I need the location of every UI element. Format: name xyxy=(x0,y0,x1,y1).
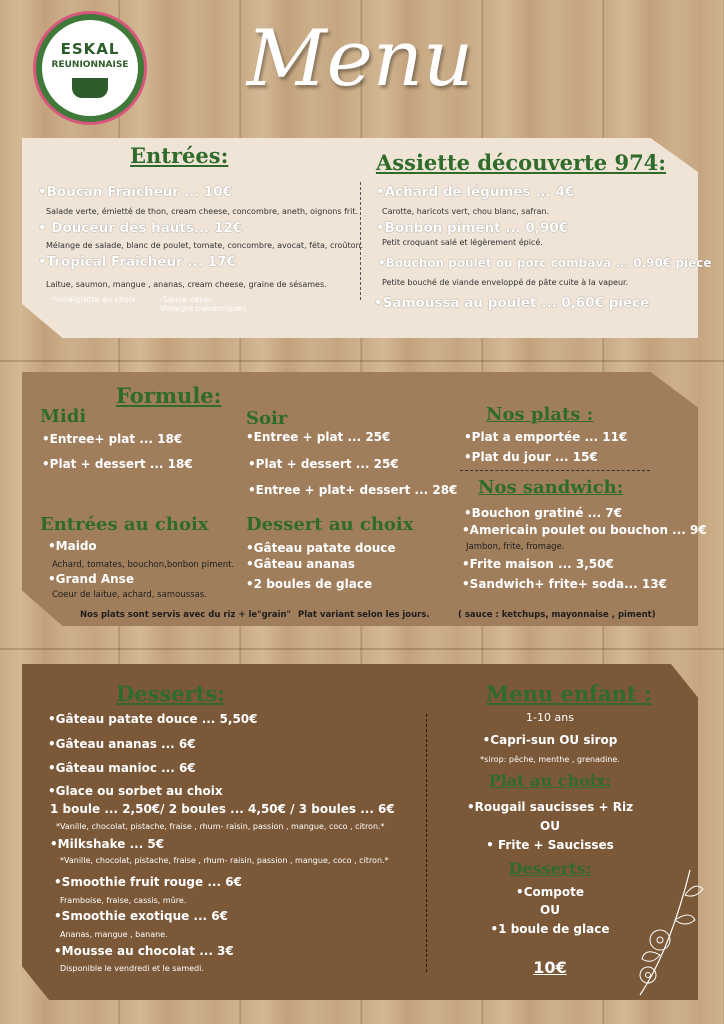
dessert-choix-item: •Gâteau patate douce xyxy=(246,541,396,555)
dessert-desc: Framboise, fraise, cassis, mûre. xyxy=(60,896,187,905)
dessert-choix-heading: Dessert au choix xyxy=(246,514,414,535)
footnote: Nos plats sont servis avec du riz + le"grain" xyxy=(80,610,291,620)
dessert-choix-item: •2 boules de glace xyxy=(246,577,373,591)
flower-icon xyxy=(630,860,710,1000)
entree-item-name: •Tropical Fraicheur ... 17€ xyxy=(38,254,236,270)
entree-item-desc: Laitue, saumon, mangue , ananas, cream cheese, graine de sésames. xyxy=(46,280,327,289)
dessert-desc: *Vanille, chocolat, pistache, fraise , rhum- raisin, passion , mangue, coco , citron.* xyxy=(60,856,389,865)
assiette-item-name: •Bonbon piment ... 0,90€ xyxy=(376,220,569,236)
sandwich-desc: Jambon, frite, fromage. xyxy=(466,542,565,552)
soir-heading: Soir xyxy=(246,408,288,429)
enfant-dessert-heading: Desserts: xyxy=(508,859,592,878)
dessert-item: 1 boule ... 2,50€/ 2 boules ... 4,50€ / 3 boules ... 6€ xyxy=(50,802,395,816)
dessert-item: •Gâteau patate douce ... 5,50€ xyxy=(48,712,258,726)
enfant-dessert: •1 boule de glace xyxy=(490,922,610,936)
divider xyxy=(460,470,650,471)
assiette-item-desc: Carotte, haricots vert, chou blanc, safran. xyxy=(382,207,549,216)
plat-item: •Plat a emportée ... 11€ xyxy=(464,430,628,444)
dessert-item: •Gâteau ananas ... 6€ xyxy=(48,737,196,751)
plats-heading: Nos plats : xyxy=(486,404,594,425)
assiette-item-desc: Petite bouché de viande enveloppé de pâte cuite à la vapeur. xyxy=(382,278,629,287)
divider xyxy=(426,714,427,972)
plat-choix-heading: Plat au choix: xyxy=(488,771,612,790)
dessert-item: •Glace ou sorbet au choix xyxy=(48,784,223,798)
sauce-footnote: ( sauce : ketchups, mayonnaise , piment) xyxy=(458,610,656,620)
formule-heading: Formule: xyxy=(116,383,222,408)
desserts-heading: Desserts: xyxy=(116,681,225,706)
dessert-item: •Milkshake ... 5€ xyxy=(50,837,165,851)
sauce-note: -Sauce césar xyxy=(160,295,212,304)
soir-item: •Entree + plat+ dessert ... 28€ xyxy=(248,483,458,497)
enfant-drink: •Capri-sun OU sirop xyxy=(482,733,618,747)
entree-item-desc: Mélange de salade, blanc de poulet, tomate, concombre, avocat, féta, croûton. xyxy=(46,241,364,250)
assiette-item-name: •Bouchon poulet ou porc combava ... 0.90€ piece xyxy=(378,256,712,270)
sandwich-item: •Americain poulet ou bouchon ... 9€ xyxy=(462,523,707,537)
assiette-item-desc: Petit croquant salé et légèrement épicé. xyxy=(382,238,543,247)
logo xyxy=(42,20,138,116)
dessert-choix-item: •Gâteau ananas xyxy=(246,557,355,571)
sauce-note: *vinaigrette au choix xyxy=(52,295,136,304)
entree-choix-desc: Coeur de laitue, achard, samoussas. xyxy=(52,590,207,600)
enfant-drink-desc: *sirop: pêche, menthe , grenadine. xyxy=(480,755,620,764)
assiette-item-name: •Achard de légumes ... 4€ xyxy=(376,184,575,200)
assiette-item-name: •Samoussa au poulet ... 0,60€ piece xyxy=(374,295,650,311)
dessert-desc: *Vanille, chocolat, pistache, fraise , rhum- raisin, passion , mangue, coco , citron.* xyxy=(56,822,385,831)
entrees-choix-heading: Entrées au choix xyxy=(40,514,209,535)
plat-item: •Plat du jour ... 15€ xyxy=(464,450,598,464)
sauce-note: -Vinaigre balsamiques xyxy=(158,304,247,313)
sandwich-item: •Sandwich+ frite+ soda... 13€ xyxy=(462,577,667,591)
enfant-dessert: •Compote xyxy=(516,885,584,899)
soir-item: •Entree + plat ... 25€ xyxy=(246,430,391,444)
divider xyxy=(360,182,361,300)
entrees-heading: Entrées: xyxy=(130,143,229,168)
dessert-desc: Disponible le vendredi et le samedi. xyxy=(60,964,204,973)
dessert-desc: Ananas, mangue , banane. xyxy=(60,930,168,939)
entree-item-name: •Boucan Fraicheur ... 10€ xyxy=(38,184,232,200)
entree-choix-desc: Achard, tomates, bouchon,bonbon piment. xyxy=(52,560,235,570)
sandwich-item: •Bouchon gratiné ... 7€ xyxy=(464,506,623,520)
dessert-item: •Gâteau manioc ... 6€ xyxy=(48,761,196,775)
enfant-age: 1-10 ans xyxy=(526,711,574,724)
dessert-item: •Smoothie fruit rouge ... 6€ xyxy=(54,875,242,889)
enfant-heading: Menu enfant : xyxy=(486,681,652,706)
enfant-plat: • Frite + Saucisses xyxy=(486,838,614,852)
enfant-plat: •Rougail saucisses + Riz xyxy=(466,800,634,814)
logo-line1: ESKAL xyxy=(60,40,120,58)
entree-choix-name: •Maido xyxy=(48,539,97,553)
entree-item-desc: Salade verte, émietté de thon, cream cheese, concombre, aneth, oignons frit. xyxy=(46,207,359,216)
assiette-heading: Assiette découverte 974: xyxy=(376,150,667,175)
midi-item: •Plat + dessert ... 18€ xyxy=(42,457,193,471)
midi-item: •Entree+ plat ... 18€ xyxy=(42,432,183,446)
entree-choix-name: •Grand Anse xyxy=(48,572,134,586)
sandwich-heading: Nos sandwich: xyxy=(478,477,624,498)
page-title: Menu xyxy=(246,14,474,104)
sandwich-item: •Frite maison ... 3,50€ xyxy=(462,557,614,571)
entree-item-name: • Douceur des hauts... 12€ xyxy=(38,220,243,236)
logo-line2: REUNIONNAISE xyxy=(51,60,129,70)
pot-icon xyxy=(72,78,108,98)
enfant-price: 10€ xyxy=(533,958,567,977)
dessert-item: •Mousse au chocolat ... 3€ xyxy=(54,944,234,958)
soir-item: •Plat + dessert ... 25€ xyxy=(248,457,399,471)
dessert-item: •Smoothie exotique ... 6€ xyxy=(54,909,228,923)
enfant-ou: OU xyxy=(540,903,560,917)
enfant-ou: OU xyxy=(540,819,560,833)
footnote: Plat variant selon les jours. xyxy=(298,610,430,620)
midi-heading: Midi xyxy=(40,406,87,427)
